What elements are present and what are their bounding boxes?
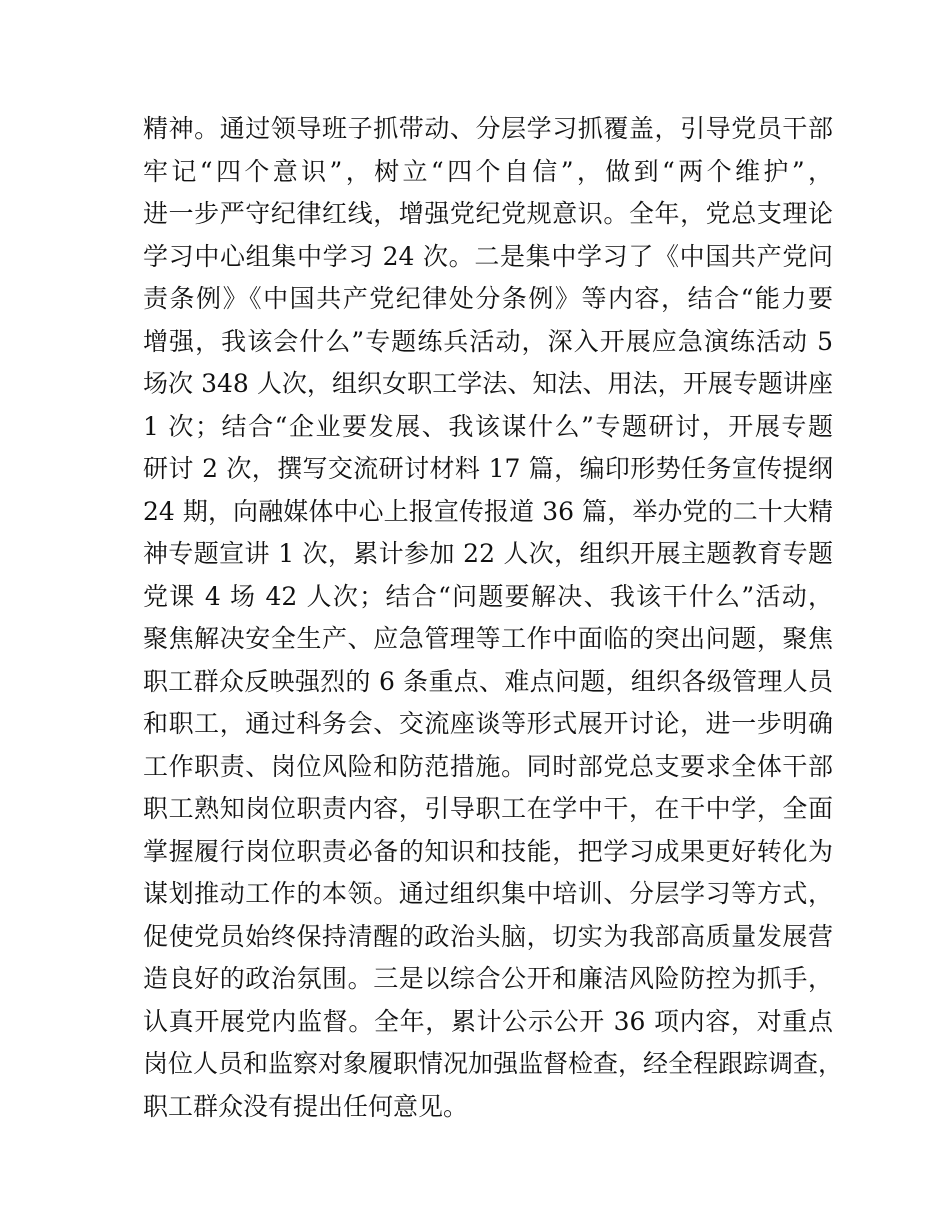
text-line: 神专题宣讲 1 次，累计参加 22 人次，组织开展主题教育专题 [143, 539, 833, 568]
text-line: 1 次；结合“企业要发展、我该谋什么”专题研讨，开展专题 [143, 411, 833, 441]
text-line: 造良好的政治氛围。三是以综合公开和廉洁风险防控为抓手， [143, 964, 833, 993]
text-line: 责条例》《中国共产党纪律处分条例》等内容，结合“能力要 [143, 284, 833, 313]
text-line: 场次 348 人次，组织女职工学法、知法、用法，开展专题讲座 [143, 369, 833, 398]
text-line-last: 职工群众没有提出任何意见。 [143, 1091, 469, 1121]
text-line: 进一步严守纪律红线，增强党纪党规意识。全年，党总支理论 [143, 199, 833, 228]
text-line: 工作职责、岗位风险和防范措施。同时部党总支要求全体干部 [143, 751, 833, 781]
text-line: 促使党员始终保持清醒的政治头脑，切实为我部高质量发展营 [143, 921, 833, 951]
text-line: 24 期，向融媒体中心上报宣传报道 36 篇，举办党的二十大精 [143, 496, 833, 526]
text-line: 岗位人员和监察对象履职情况加强监督检查，经全程跟踪调查， [143, 1049, 844, 1078]
text-line: 聚焦解决安全生产、应急管理等工作中面临的突出问题，聚焦 [143, 624, 833, 653]
text-line: 认真开展党内监督。全年，累计公示公开 36 项内容，对重点 [143, 1006, 833, 1036]
text-line: 党课 4 场 42 人次；结合“问题要解决、我该干什么”活动， [143, 581, 833, 611]
text-line: 职工群众反映强烈的 6 条重点、难点问题，组织各级管理人员 [143, 666, 833, 696]
body-paragraph [143, 108, 844, 1128]
text-line: 掌握履行岗位职责必备的知识和技能，把学习成果更好转化为 [143, 836, 833, 866]
text-line: 牢记“四个意识”，树立“四个自信”，做到“两个维护”， [143, 156, 833, 186]
text-line: 增强，我该会什么”专题练兵活动，深入开展应急演练活动 5 [143, 326, 833, 356]
text-line: 和职工，通过科务会、交流座谈等形式展开讨论，进一步明确 [143, 709, 833, 738]
text-line: 精神。通过领导班子抓带动、分层学习抓覆盖，引导党员干部 [143, 114, 833, 143]
text-line: 职工熟知岗位职责内容，引导职工在学中干，在干中学，全面 [143, 794, 833, 823]
text-line: 谋划推动工作的本领。通过组织集中培训、分层学习等方式， [143, 879, 833, 908]
text-line: 学习中心组集中学习 24 次。二是集中学习了《中国共产党问 [143, 241, 833, 271]
text-line: 研讨 2 次，撰写交流研讨材料 17 篇，编印形势任务宣传提纲 [143, 454, 833, 483]
